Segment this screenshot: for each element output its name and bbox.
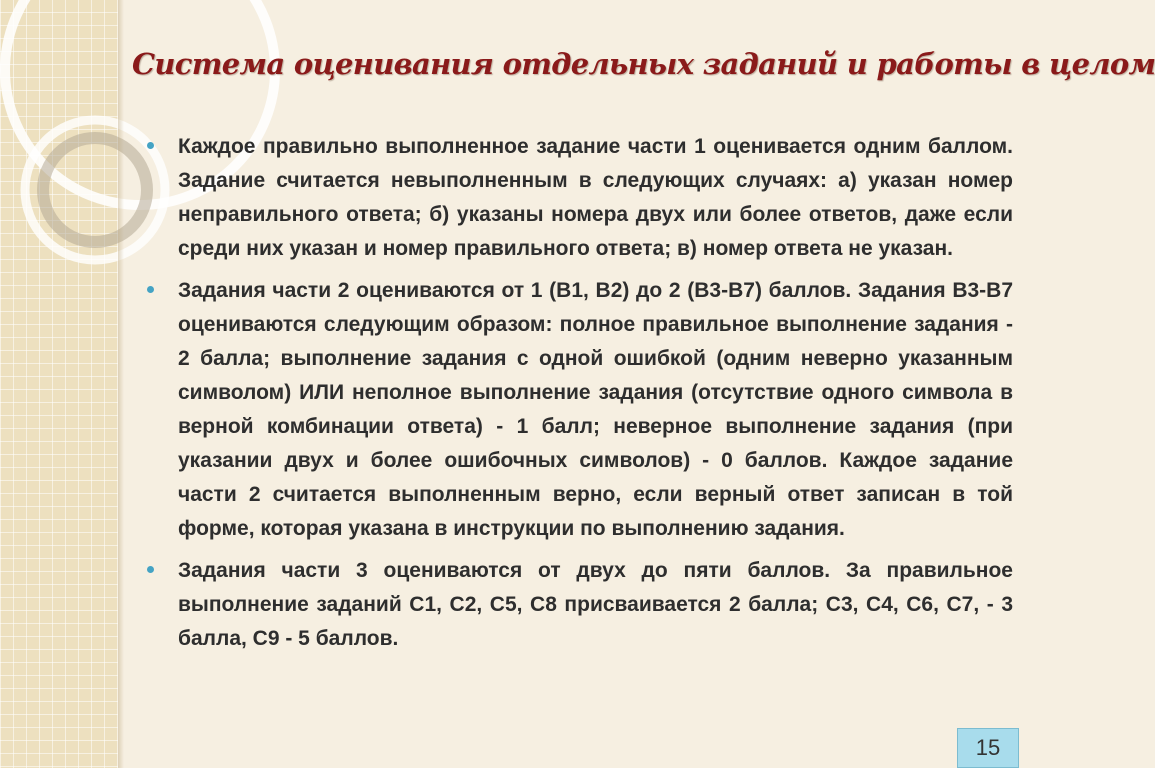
slide-title: Система оценивания отдельных заданий и работы в целом [132, 47, 1155, 81]
slide-number: 15 [957, 728, 1019, 768]
bullet-list [145, 130, 1013, 664]
bullet-item [145, 130, 1013, 266]
decorative-ring-inner [43, 138, 147, 242]
decorative-circles [0, 0, 118, 768]
bullet-dot-icon [147, 286, 154, 293]
bullet-dot-icon [147, 566, 154, 573]
bullet-item [145, 554, 1013, 656]
panel-edge-shadow [118, 0, 124, 768]
bullet-text: Задания части 2 оцениваются от 1 (В1, В2) до 2 (В3-В7) баллов. Задания В3-В7 оцениваются следующим образом: полное правильное выполнение задания - 2 балла; выполнение задания с одной ошибкой (одним неверно указанным символом) ИЛИ неполное выполнение задания (отсутствие одного символа в верной комбинации ответа) - 1 балл; неверное выполнение задания (при указании двух и более ошибочных символов) - 0 баллов. Каждое задание части 2 считается выполненным верно, если верный ответ записан в той форме, которая указана в инструкции по выполнению задания. [178, 279, 1013, 540]
bullet-item [145, 274, 1013, 546]
decorative-side-panel [0, 0, 118, 768]
bullet-text: Каждое правильно выполненное задание части 1 оценивается одним баллом. Задание считается невыполненным в следующих случаях: а) указан номер неправильного ответа; б) указаны номера двух или более ответов, даже если среди них указан и номер правильного ответа; в) номер ответа не указан. [178, 135, 1013, 260]
bullet-text: Задания части 3 оцениваются от двух до пяти баллов. За правильное выполнение заданий С1, С2, С5, С8 присваивается 2 балла; С3, С4, С6, С7, - 3 балла, С9 - 5 баллов. [178, 559, 1013, 650]
bullet-dot-icon [147, 142, 154, 149]
